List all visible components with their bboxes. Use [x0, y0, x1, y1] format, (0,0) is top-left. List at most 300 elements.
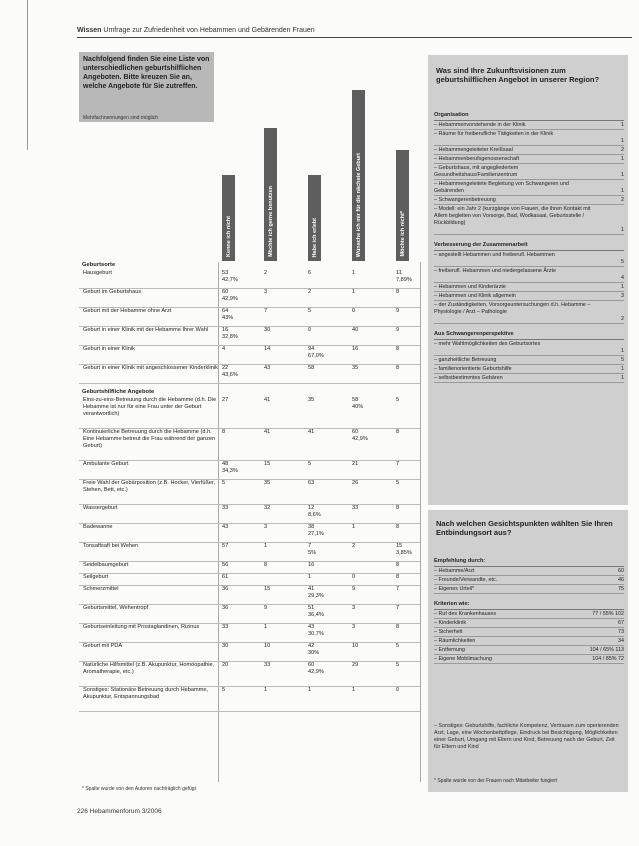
- cell-value: 1: [264, 543, 268, 549]
- row-label: Wassergeburt: [83, 505, 118, 511]
- cell-value: 60: [222, 289, 229, 295]
- journal-name: Hebammenforum: [89, 808, 140, 815]
- sidebar-item-count: 60: [618, 568, 624, 574]
- cell-value: 1: [308, 687, 312, 693]
- column-header-label: Möchte ich gerne benutzen: [267, 186, 274, 257]
- journal-issue: 3/2006: [141, 808, 162, 815]
- cell-value: 64: [222, 308, 229, 314]
- cell-value: 0: [308, 327, 312, 333]
- survey-question: Nachfolgend finden Sie eine Liste von unterschiedlichen geburtshilflichen Angeboten. Bitte kreuzen Sie an, welche Angebote für Sie zutreffen.: [83, 56, 210, 90]
- row-label: Schmerzmittel: [83, 586, 119, 592]
- sidebar-item-count: 46: [618, 577, 624, 583]
- cell-value: 48: [222, 461, 229, 467]
- cell-value: 8: [396, 524, 400, 530]
- sidebar-item: [434, 268, 624, 281]
- sidebar-item-divider: [434, 234, 624, 235]
- sidebar-item-divider: [434, 618, 624, 619]
- sidebar-item-text: – Sicherheit: [434, 629, 463, 635]
- sidebar-item-text: – Räume für freiberufliche Tätigkeiten in der Klinik: [434, 131, 554, 137]
- sidebar-item-count: 104 / 85% 72: [592, 656, 624, 662]
- cell-percent: 43%: [222, 315, 234, 321]
- sidebar-item-count: 1: [621, 227, 624, 233]
- cell-value: 3: [264, 524, 268, 530]
- sidebar-section-rule: [434, 609, 624, 610]
- cell-value: 42: [308, 643, 315, 649]
- cell-value: 5: [396, 480, 400, 486]
- sidebar-choice-title: Nach welchen Gesichtspunkten wählten Sie Ihren Entbindungsort aus?: [436, 519, 613, 537]
- column-header-3: [308, 175, 321, 261]
- table-row: [79, 605, 420, 624]
- row-label: Freie Wahl der Gebärposition (z.B. Hocker, Vierfüßer, Stehen, Bett, etc.): [83, 480, 216, 493]
- row-label: Geburt im Geburtshaus: [83, 289, 142, 295]
- cell-value: 43: [264, 365, 271, 371]
- sidebar-section-rule: [434, 250, 624, 251]
- sidebar-item: [434, 302, 624, 322]
- sidebar-item-divider: [434, 154, 624, 155]
- sidebar-item-count: 1: [621, 375, 624, 381]
- cell-percent: 42,7%: [222, 277, 238, 283]
- sidebar-item: [434, 181, 624, 195]
- sidebar-item: [434, 156, 624, 163]
- cell-value: 5: [222, 480, 226, 486]
- cell-value: 32: [264, 505, 271, 511]
- column-header-5: [396, 150, 409, 261]
- sidebar-item: [434, 206, 624, 233]
- sidebar-section-rule: [434, 120, 624, 121]
- table-row: [79, 308, 420, 327]
- sidebar-item-divider: [434, 323, 624, 324]
- sidebar-item: [434, 611, 624, 618]
- sidebar-item: [434, 147, 624, 154]
- cell-value: 41: [264, 429, 271, 435]
- survey-note: Mehrfachnennungen sind möglich: [83, 115, 159, 121]
- cell-percent: 5%: [308, 550, 317, 556]
- sidebar-item-count: 5: [621, 259, 624, 265]
- header-subtitle: Umfrage zur Zufriedenheit von Hebammen und Gebärenden Frauen: [103, 27, 315, 34]
- table-row: [79, 643, 420, 662]
- row-label: Badewanne: [83, 524, 113, 530]
- sidebar-item-count: 1: [621, 172, 624, 178]
- sidebar-item: [434, 197, 624, 204]
- cell-value: 36: [222, 605, 229, 611]
- cell-value: 8: [396, 562, 400, 568]
- sidebar-item: [434, 586, 624, 593]
- cell-value: 7: [396, 586, 400, 592]
- page-footer: [77, 808, 162, 815]
- sidebar-item-divider: [434, 204, 624, 205]
- cell-percent: 3,85%: [396, 550, 412, 556]
- cell-value: 30: [222, 643, 229, 649]
- sidebar-item-divider: [434, 575, 624, 576]
- sidebar-item-count: 75: [618, 586, 624, 592]
- cell-value: 9: [264, 605, 268, 611]
- sidebar-section-title: Verbesserung der Zusammenarbeit: [434, 242, 528, 248]
- sidebar-item-divider: [434, 584, 624, 585]
- sidebar-item: [434, 638, 624, 645]
- sidebar-section-rule: [434, 566, 624, 567]
- cell-value: 2: [352, 543, 356, 549]
- sidebar-item-divider: [434, 300, 624, 301]
- row-label: Geburt in einer Klinik mit der Hebamme Ihrer Wahl: [83, 327, 209, 333]
- sidebar-item-count: 4: [621, 275, 624, 281]
- cell-value: 8: [396, 346, 400, 352]
- column-header-label: Habe ich erlebt: [311, 217, 318, 257]
- cell-value: 58: [308, 365, 315, 371]
- table-row: [79, 624, 420, 643]
- column-header-1: [222, 175, 235, 261]
- sidebar-item-divider: [434, 282, 624, 283]
- row-label: Seidelbaumgeburt: [83, 562, 129, 568]
- sidebar-item-text: – Hebammengeleiteter Kreißsaal: [434, 147, 513, 153]
- cell-value: 9: [396, 308, 400, 314]
- sidebar-choice-other: – Sonstiges: Geburtshilfe, fachliche Kompetenz, Vertrauen zum operierenden Arzt, Lage, eine Wochenbettpflege, Eindruck bei Besichtigung, Möglichkeiten einer Geburt, Umgang mit Eltern und Kind, Betreuung nach der Geburt, Zeit für Eltern und Kind: [434, 723, 619, 750]
- cell-value: 20: [222, 662, 229, 668]
- cell-value: 41: [308, 429, 315, 435]
- sidebar-item-text: – Entfernung: [434, 647, 465, 653]
- cell-value: 8: [396, 574, 400, 580]
- cell-value: 6: [308, 270, 312, 276]
- row-label: Geburt in einer Klinik: [83, 346, 135, 352]
- cell-value: 9: [352, 586, 356, 592]
- sidebar-item: [434, 284, 624, 291]
- cell-value: 94: [308, 346, 315, 352]
- cell-value: 36: [222, 586, 229, 592]
- page-header: [77, 27, 315, 34]
- cell-value: 3: [352, 624, 356, 630]
- sidebar-item-divider: [434, 593, 624, 594]
- cell-value: 8: [396, 624, 400, 630]
- cell-percent: 67,0%: [308, 353, 324, 359]
- row-label: Geburtseinleitung mit Prostaglandinen, Rizinus: [83, 624, 200, 630]
- cell-value: 8: [396, 365, 400, 371]
- cell-value: 43: [222, 524, 229, 530]
- sidebar-item-divider: [434, 291, 624, 292]
- cell-value: 0: [352, 574, 356, 580]
- cell-value: 27: [222, 397, 229, 403]
- cell-value: 3: [352, 605, 356, 611]
- cell-percent: 30,7%: [308, 631, 324, 637]
- header-section: Wissen: [77, 27, 102, 34]
- sidebar-item-count: 67: [618, 620, 624, 626]
- cell-value: 0: [352, 308, 356, 314]
- sidebar-item-divider: [434, 382, 624, 383]
- cell-value: 57: [222, 543, 229, 549]
- table-row: [79, 543, 420, 562]
- cell-value: 8: [264, 562, 268, 568]
- sidebar-item-count: 1: [621, 366, 624, 372]
- column-header-label: Möchte ich nicht*: [399, 211, 406, 257]
- sidebar-visions-title: Was sind Ihre Zukunftsvisionen zum geburtshilflichen Angebot in unserer Region?: [436, 66, 600, 84]
- cell-value: 7: [396, 461, 400, 467]
- cell-value: 30: [264, 327, 271, 333]
- sidebar-item-count: 34: [618, 638, 624, 644]
- cell-value: 35: [352, 365, 359, 371]
- sidebar-section-title: Kriterien wie:: [434, 601, 470, 607]
- column-header-2: [264, 128, 277, 261]
- cell-value: 56: [222, 562, 229, 568]
- column-header-label: Kenne ich nicht: [225, 216, 232, 257]
- sidebar-item-count: 5: [621, 357, 624, 363]
- cell-value: 1: [352, 524, 356, 530]
- cell-value: 9: [396, 327, 400, 333]
- sidebar-item-text: – ganzheitliche Betreuung: [434, 357, 497, 363]
- sidebar-item-text: – Hebammenvorstehende in der Klinik: [434, 122, 526, 128]
- cell-value: 33: [352, 505, 359, 511]
- cell-value: 33: [222, 624, 229, 630]
- table-row: [79, 365, 420, 384]
- cell-value: 33: [222, 505, 229, 511]
- cell-percent: 40%: [352, 404, 364, 410]
- cell-value: 7: [396, 605, 400, 611]
- sidebar-item: [434, 375, 624, 382]
- cell-value: 11: [396, 270, 402, 276]
- row-label: Geburt mit PDA: [83, 643, 123, 649]
- sidebar-item: [434, 620, 624, 627]
- row-label: Natürliche Hilfsmittel (z.B. Akupunktur, Homöopathie, Aromatherapie, etc.): [83, 662, 215, 675]
- cell-value: 10: [264, 643, 271, 649]
- cell-value: 40: [352, 327, 359, 333]
- sidebar-item: [434, 366, 624, 373]
- sidebar-item-count: 1: [621, 284, 624, 290]
- table-row: [79, 505, 420, 524]
- sidebar-item-divider: [434, 195, 624, 196]
- table-section-title: Geburtshilfliche Angebote: [82, 389, 155, 395]
- sidebar-item-text: – Eigenes Urteil*: [434, 586, 475, 592]
- row-divider: [79, 711, 420, 712]
- sidebar-item-count: 2: [621, 316, 624, 322]
- table-row: [79, 461, 420, 480]
- sidebar-item-count: 1: [621, 122, 624, 128]
- sidebar-item: [434, 647, 624, 654]
- cell-value: 10: [352, 643, 359, 649]
- sidebar-item-divider: [434, 654, 624, 655]
- sidebar-item-text: – Räumlichkeiten: [434, 638, 476, 644]
- sidebar-item: [434, 131, 624, 144]
- cell-value: 16: [352, 346, 359, 352]
- table-footnote: * Spalte wurde von den Autoren nachträglich gefügt: [82, 786, 196, 792]
- row-label: Geburt in einer Klinik mit angeschlossener Kinderklinik: [83, 365, 218, 371]
- cell-value: 60: [308, 662, 315, 668]
- cell-value: 21: [352, 461, 359, 467]
- sidebar-item-text: – Schwangerenbetreuung: [434, 197, 496, 203]
- sidebar-item: [434, 341, 624, 354]
- cell-value: 1: [308, 574, 312, 580]
- cell-value: 35: [264, 480, 271, 486]
- table-row: [79, 480, 420, 505]
- sidebar-item-text: – freiberufl. Hebammen und niedergelassene Ärzte: [434, 268, 556, 274]
- sidebar-item: [434, 165, 624, 179]
- sidebar-item-text: – der Zuständigkeiten, Vorsorgeuntersuchungen d.h. Hebamme – Physiologie / Arzt – Pathologie: [434, 302, 591, 315]
- cell-percent: 32,8%: [222, 334, 238, 340]
- sidebar-item-divider: [434, 179, 624, 180]
- row-divider: [79, 383, 420, 384]
- sidebar-item: [434, 577, 624, 584]
- cell-value: 2: [264, 270, 268, 276]
- row-label: Sonstiges: Stationäre Betreuung durch Hebamme, Akupunktur, Entspannungsbad: [83, 687, 208, 700]
- cell-value: 16: [222, 327, 229, 333]
- cell-value: 53: [222, 270, 229, 276]
- row-label: Tonsaftsaft bei Wehen: [83, 543, 139, 549]
- sidebar-item-divider: [434, 129, 624, 130]
- cell-percent: 34,3%: [222, 468, 238, 474]
- cell-percent: 42,9%: [352, 436, 368, 442]
- sidebar-item-count: 104 / 65% 113: [589, 647, 624, 653]
- cell-value: 8: [396, 429, 400, 435]
- sidebar-item-text: – angestellt Hebammen und freiberufl. Hebammen: [434, 252, 555, 258]
- sidebar-item-text: – familienorientierte Geburtshilfe: [434, 366, 512, 372]
- sidebar-item-count: 1: [621, 348, 624, 354]
- cell-value: 1: [264, 624, 268, 630]
- cell-value: 5: [396, 397, 400, 403]
- cell-percent: 42,9%: [222, 296, 238, 302]
- table-row: [79, 586, 420, 605]
- cell-value: 41: [308, 586, 315, 592]
- cell-value: 51: [308, 605, 315, 611]
- sidebar-section-title: Aus Schwangerenperspektive: [434, 331, 514, 337]
- cell-value: 7: [308, 543, 312, 549]
- sidebar-item-text: – Hebammengeleitete Begleitung von Schwangeren und Gebärenden: [434, 181, 569, 194]
- sidebar-item-divider: [434, 266, 624, 267]
- sidebar-item-text: – selbstbestimmtes Gebären: [434, 375, 503, 381]
- cell-value: 4: [222, 346, 226, 352]
- cell-value: 1: [264, 687, 268, 693]
- cell-value: 15: [264, 461, 271, 467]
- sidebar-item-count: 1: [621, 188, 624, 194]
- table-row: [79, 429, 420, 461]
- sidebar-item-divider: [434, 663, 624, 664]
- cell-value: 5: [308, 461, 312, 467]
- sidebar-item-text: – Geburtshaus, mit angegliedertem Gesundheitshaus/Familienzentrum: [434, 165, 519, 178]
- cell-value: 8: [396, 505, 400, 511]
- cell-value: 26: [352, 480, 359, 486]
- column-header-4: [352, 90, 365, 261]
- cell-value: 8: [222, 429, 226, 435]
- sidebar-choice-footnote: * Spalte wurde von der Frauen nach Mitarbeiter fungiert: [434, 778, 558, 784]
- cell-percent: 42,9%: [308, 669, 324, 675]
- cell-value: 1: [352, 270, 356, 276]
- cell-value: 33: [264, 662, 271, 668]
- sidebar-item-divider: [434, 355, 624, 356]
- cell-value: 12: [308, 505, 315, 511]
- sidebar-item-divider: [434, 636, 624, 637]
- cell-value: 15: [396, 543, 403, 549]
- cell-value: 16: [308, 562, 315, 568]
- cell-value: 1: [352, 687, 356, 693]
- sidebar-item-text: – Hebammenberufsgenossenschaft: [434, 156, 520, 162]
- cell-value: 60: [352, 429, 359, 435]
- table-row: [79, 270, 420, 289]
- sidebar-item-text: – Modell: ein Jahr 2 (kurzgänge von Frauen, die ihren Kontakt mit Allem begleiten von Vorsorge, Bad, Wodkasaal, Geburtsstelle / Rückbildung): [434, 206, 591, 226]
- sidebar-item-text: – Eigene Mobilmachung: [434, 656, 492, 662]
- cell-value: 15: [264, 586, 271, 592]
- sidebar-item-text: – mehr Wahlmöglichkeiten des Geburtsortes: [434, 341, 541, 347]
- cell-value: 3: [264, 289, 268, 295]
- sidebar-item-divider: [434, 145, 624, 146]
- table-row: [79, 662, 420, 687]
- row-label: Hausgeburt: [83, 270, 112, 276]
- row-label: Geburtsmittel, Wehentropf: [83, 605, 149, 611]
- table-row: [79, 327, 420, 346]
- cell-percent: 29,3%: [308, 593, 324, 599]
- cell-value: 38: [308, 524, 315, 530]
- cell-value: 5: [308, 308, 312, 314]
- sidebar-item-count: 1: [621, 156, 624, 162]
- sidebar-item: [434, 568, 624, 575]
- sidebar-item-text: – Freunde/Verwandte, etc.: [434, 577, 498, 583]
- cell-value: 5: [222, 687, 226, 693]
- sidebar-item: [434, 293, 624, 300]
- cell-value: 5: [396, 643, 400, 649]
- cell-value: 63: [308, 480, 315, 486]
- sidebar-item-divider: [434, 645, 624, 646]
- sidebar-item-text: – Hebammen und Kinderärzte: [434, 284, 506, 290]
- sidebar-item-count: 77 / 55% 102: [592, 611, 624, 617]
- table-row: [79, 289, 420, 308]
- sidebar-section-title: Empfehlung durch:: [434, 558, 486, 564]
- row-label: Seilgeburt: [83, 574, 109, 580]
- sidebar-item-count: 73: [618, 629, 624, 635]
- table-grid-line: [420, 262, 421, 782]
- sidebar-item-count: 1: [621, 138, 624, 144]
- cell-value: 14: [264, 346, 271, 352]
- cell-value: 0: [396, 687, 400, 693]
- sidebar-item: [434, 357, 624, 364]
- sidebar-item: [434, 629, 624, 636]
- cell-percent: 27,1%: [308, 531, 324, 537]
- table-row: [79, 687, 420, 712]
- cell-value: 43: [308, 624, 315, 630]
- sidebar-item-text: – Kinderklinik: [434, 620, 467, 626]
- sidebar-item-divider: [434, 364, 624, 365]
- cell-value: 22: [222, 365, 229, 371]
- sidebar-item-text: – Hebammen und Klinik allgemein: [434, 293, 516, 299]
- sidebar-section-rule: [434, 339, 624, 340]
- sidebar-item-divider: [434, 373, 624, 374]
- table-row: [79, 397, 420, 429]
- sidebar-item-divider: [434, 627, 624, 628]
- cell-value: 41: [264, 397, 271, 403]
- sidebar-item-text: – Ruf des Krankenhauses: [434, 611, 497, 617]
- table-row: [79, 524, 420, 543]
- sidebar-item: [434, 252, 624, 265]
- cell-value: 1: [352, 289, 356, 295]
- sidebar-item-text: – Hebamme/Arzt: [434, 568, 475, 574]
- cell-value: 8: [396, 289, 400, 295]
- cell-value: 5: [396, 662, 400, 668]
- cell-value: 7: [264, 308, 268, 314]
- cell-value: 35: [308, 397, 315, 403]
- sidebar-item: [434, 656, 624, 663]
- cell-percent: 30%: [308, 650, 320, 656]
- cell-value: 2: [308, 289, 312, 295]
- row-label: Kontinuierliche Betreuung durch die Hebamme (d.h. Eine Hebamme betreut die Frau während der ganzen Geburt): [83, 429, 216, 449]
- sidebar-item-count: 3: [621, 293, 624, 299]
- column-header-label: Wünsche ich mir für die nächste Geburt: [355, 152, 362, 257]
- table-section-title: Geburtsorte: [82, 262, 116, 268]
- sidebar-item: [434, 122, 624, 129]
- row-label: Ambulante Geburt: [83, 461, 129, 467]
- page-number: 226: [77, 808, 88, 815]
- cell-percent: 36,4%: [308, 612, 324, 618]
- table-row: [79, 346, 420, 365]
- cell-value: 58: [352, 397, 359, 403]
- page-edge-line: [27, 0, 28, 150]
- sidebar-item-count: 2: [621, 197, 624, 203]
- cell-percent: 43,6%: [222, 372, 238, 378]
- sidebar-item-divider: [434, 163, 624, 164]
- sidebar-item-count: 2: [621, 147, 624, 153]
- cell-value: 29: [352, 662, 359, 668]
